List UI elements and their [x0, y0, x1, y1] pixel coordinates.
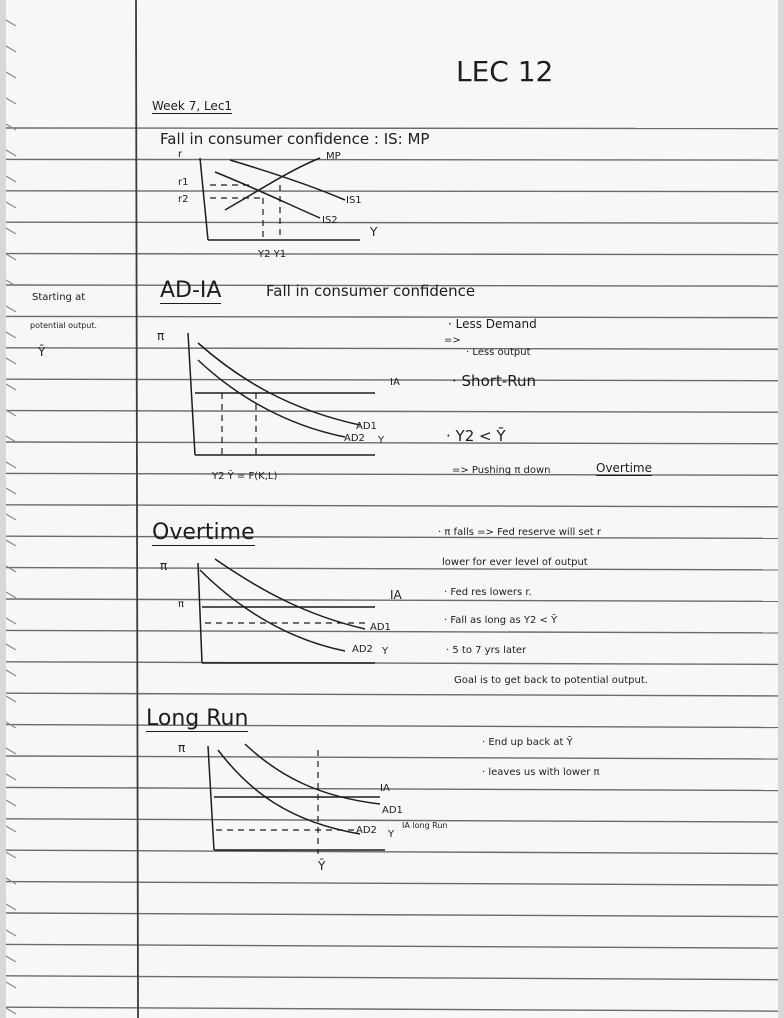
- overtime-ad1-curve: [215, 559, 365, 629]
- section2-title: AD-IA: [160, 278, 222, 303]
- spiral-mark: [6, 670, 16, 676]
- spiral-mark: [6, 618, 16, 624]
- overtime-pi-label: π: [160, 559, 168, 573]
- spiral-mark: [6, 150, 16, 156]
- overtime-y-label: Y: [382, 646, 389, 657]
- rule-line: [6, 913, 778, 917]
- spiral-mark: [6, 800, 16, 806]
- spiral-mark: [6, 98, 16, 104]
- rule-line: [6, 882, 778, 885]
- sec2-note-less-demand: · Less Demand: [448, 317, 537, 331]
- sec4-note-end-up: · End up back at Ȳ: [482, 737, 573, 748]
- spiral-mark: [6, 852, 16, 858]
- sec3-note-years: · 5 to 7 yrs later: [446, 645, 527, 656]
- sec2-note-arrow: =>: [444, 335, 461, 346]
- r2-label: r2: [178, 194, 189, 205]
- section4-title: Long Run: [146, 706, 249, 731]
- spiral-mark: [6, 696, 16, 702]
- week-label: Week 7, Lec1: [152, 99, 233, 113]
- overtime-ad2-label: AD2: [352, 644, 373, 655]
- ad-ia-y-axis: [188, 333, 195, 455]
- overtime-pi-level: π: [178, 599, 185, 610]
- sec3-note-fed-lowers: · Fed res lowers r.: [444, 587, 532, 598]
- r-axis-label: r: [178, 149, 183, 160]
- overtime-ad2-curve: [200, 570, 345, 651]
- spiral-mark: [6, 462, 16, 468]
- spiral-mark: [6, 202, 16, 208]
- spiral-mark: [6, 748, 16, 754]
- spiral-mark: [6, 124, 16, 130]
- spiral-mark: [6, 956, 16, 962]
- spiral-mark: [6, 306, 16, 312]
- rule-line: [6, 473, 778, 475]
- rule-line: [6, 944, 778, 948]
- overtime-ia-label: IA: [390, 588, 402, 602]
- is2-curve: [215, 172, 320, 218]
- r1-label: r1: [178, 177, 189, 188]
- sec3-note-lower: lower for ever level of output: [442, 557, 588, 568]
- is-mp-graph: [170, 150, 400, 260]
- spiral-mark: [6, 774, 16, 780]
- sec4-note-lower-pi: · leaves us with lower π: [482, 767, 600, 778]
- spiral-mark: [6, 384, 16, 390]
- spiral-mark: [6, 540, 16, 546]
- rule-line: [6, 1007, 778, 1011]
- spiral-mark: [6, 644, 16, 650]
- spiral-mark: [6, 72, 16, 78]
- ad-ia-x-label: Y2 Ȳ = F(K,L): [212, 471, 278, 482]
- sec2-note-less-output: · Less output: [466, 347, 531, 358]
- rule-line: [6, 568, 778, 570]
- ad1-curve: [198, 343, 360, 425]
- margin-ybar: Ȳ: [38, 345, 46, 359]
- spiral-mark: [6, 228, 16, 234]
- rule-line: [6, 348, 778, 349]
- is-mp-y-axis: [200, 158, 208, 240]
- sec2-note-pushing: => Pushing π down: [452, 465, 551, 476]
- long-run-ad1-label: AD1: [382, 805, 403, 816]
- spiral-mark: [6, 488, 16, 494]
- long-run-ia-long-run: IA long Run: [402, 821, 448, 830]
- sec3-note-fall-long: · Fall as long as Y2 < Ȳ: [444, 615, 558, 626]
- spiral-mark: [6, 332, 16, 338]
- long-run-y-axis: [208, 746, 214, 850]
- rule-line: [6, 630, 778, 632]
- is-mp-y-label: Y: [370, 225, 378, 239]
- spiral-mark: [6, 436, 16, 442]
- rule-line: [6, 536, 778, 538]
- ad-ia-pi-label: π: [157, 329, 165, 343]
- y2-y1-label: Y2 Y1: [258, 249, 287, 260]
- long-run-ad2-label: AD2: [356, 825, 377, 836]
- sec2-note-short-run: · Short-Run: [452, 372, 536, 390]
- spiral-mark: [6, 254, 16, 260]
- spiral-mark: [6, 46, 16, 52]
- long-run-y-label: Y: [388, 829, 395, 840]
- spiral-mark: [6, 982, 16, 988]
- rule-line: [6, 411, 778, 413]
- spiral-mark: [6, 930, 16, 936]
- is2-label: IS2: [322, 215, 338, 226]
- ad-ia-ia-label: IA: [390, 377, 400, 388]
- rule-line: [6, 662, 778, 665]
- sec2-note-overtime: Overtime: [596, 461, 652, 475]
- section1-title: Fall in consumer confidence : IS: MP: [160, 130, 430, 148]
- ad-ia-y-label: Y: [378, 435, 385, 446]
- spiral-mark: [6, 904, 16, 910]
- overtime-ad1-label: AD1: [370, 622, 391, 633]
- rule-line: [6, 976, 778, 980]
- margin-line: [136, 0, 138, 1018]
- spiral-mark: [6, 358, 16, 364]
- long-run-ad1-curve: [245, 744, 380, 804]
- lecture-title: LEC 12: [456, 55, 554, 88]
- spiral-mark: [6, 176, 16, 182]
- sec3-note-goal: Goal is to get back to potential output.: [454, 675, 648, 686]
- sec3-note-pi-falls: · π falls => Fed reserve will set r: [438, 527, 602, 538]
- is1-curve: [230, 160, 345, 200]
- section3-title: Overtime: [152, 520, 255, 545]
- rule-line: [6, 505, 778, 507]
- margin-note-1: Starting at: [32, 292, 86, 303]
- long-run-graph: [190, 742, 410, 857]
- overtime-y-axis: [198, 563, 202, 663]
- ad-ia-ad2-label: AD2: [344, 433, 365, 444]
- long-run-pi-label: π: [178, 741, 186, 755]
- ad-ia-ad1-label: AD1: [356, 421, 377, 432]
- ad2-curve: [198, 360, 345, 437]
- long-run-ad2-curve: [218, 750, 360, 834]
- spiral-mark: [6, 20, 16, 26]
- long-run-ia-label: IA: [380, 783, 390, 794]
- section2-subtitle: Fall in consumer confidence: [266, 282, 476, 300]
- ad-ia-graph: [160, 325, 390, 470]
- sec2-note-y2-lt-ybar: · Y2 < Ȳ: [446, 427, 506, 445]
- spiral-mark: [6, 514, 16, 520]
- spiral-mark: [6, 1008, 16, 1014]
- margin-note-2: potential output.: [30, 321, 98, 330]
- spiral-mark: [6, 826, 16, 832]
- mp-label: MP: [326, 151, 341, 162]
- long-run-ybar-label: Ȳ: [318, 859, 326, 873]
- rule-line: [6, 725, 778, 728]
- rule-line: [6, 693, 778, 696]
- rule-line: [6, 442, 778, 444]
- is1-label: IS1: [346, 195, 362, 206]
- rule-line: [6, 316, 778, 317]
- rule-line: [6, 128, 778, 129]
- spiral-mark: [6, 566, 16, 572]
- spiral-mark: [6, 592, 16, 598]
